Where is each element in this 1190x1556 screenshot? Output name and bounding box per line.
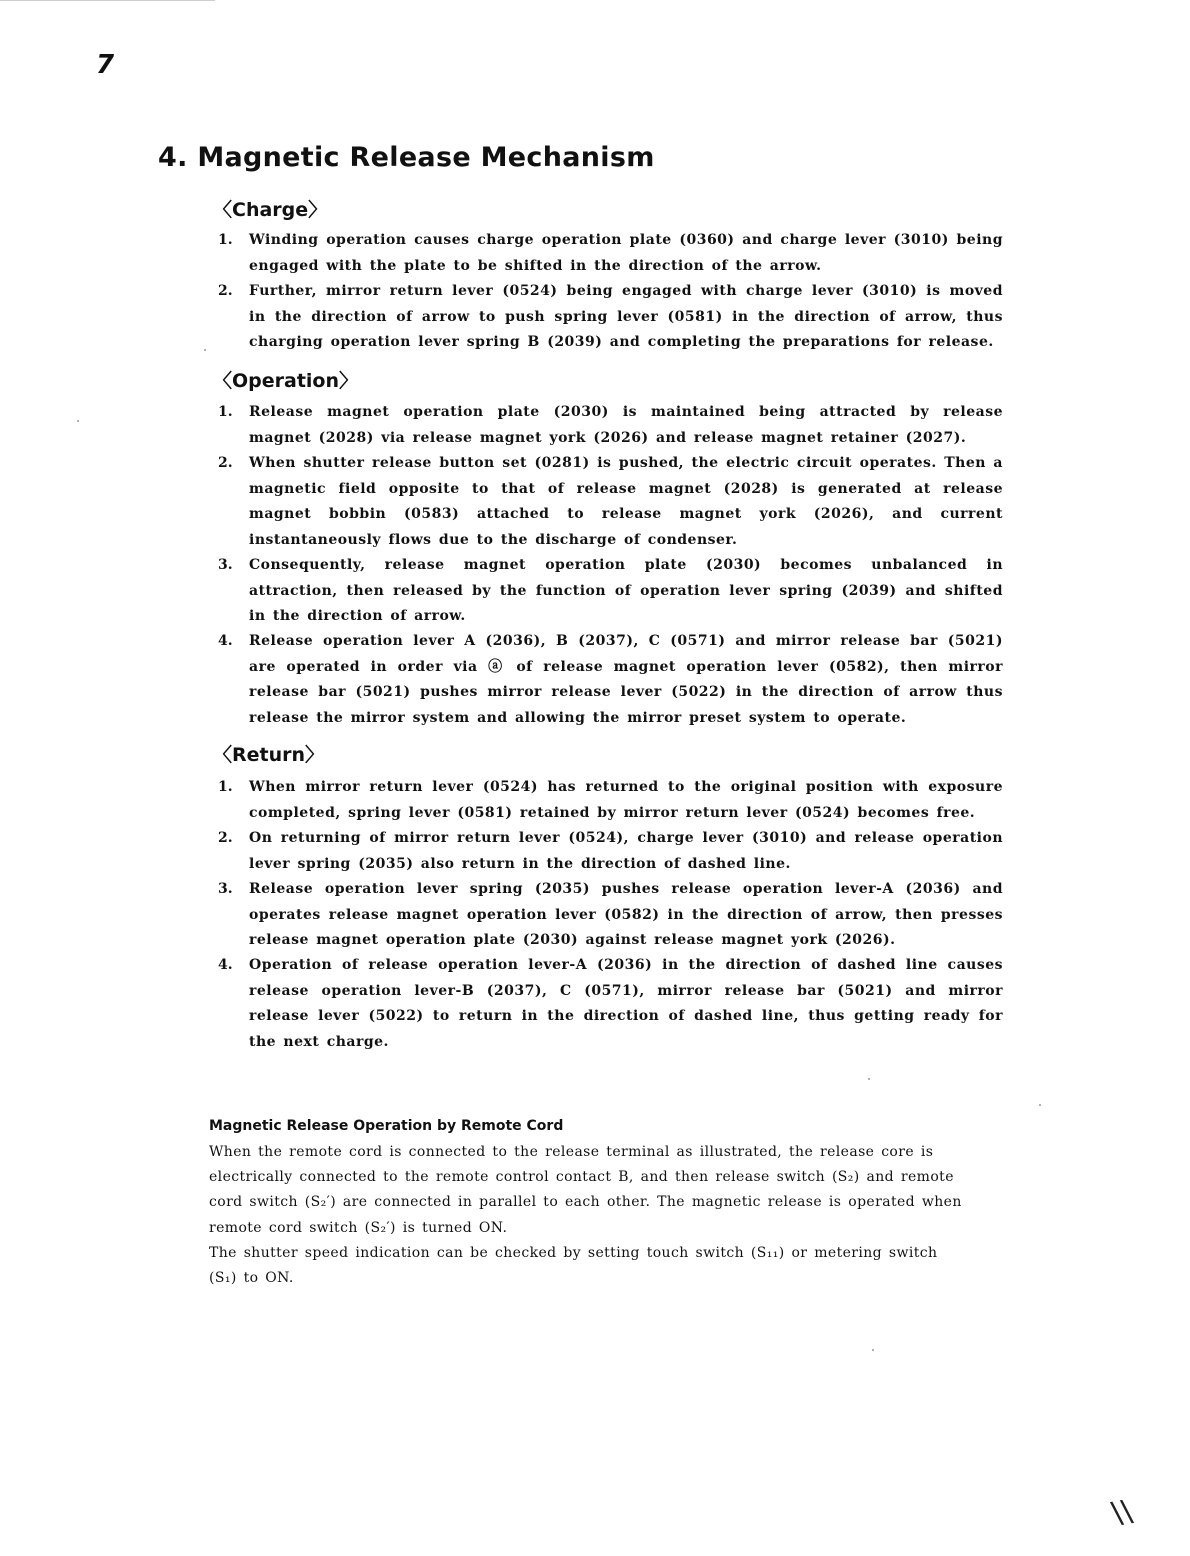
list-item: [218, 877, 1003, 954]
remote-section-body: [209, 1140, 969, 1291]
section-heading-charge: 〈Charge〉: [213, 199, 328, 221]
item-number: 1.: [218, 404, 233, 420]
list-item: [218, 775, 1003, 826]
section-heading-operation: 〈Operation〉: [213, 370, 359, 392]
item-number: 2.: [218, 830, 233, 846]
list-item: [218, 629, 1003, 731]
scan-speck: [204, 349, 206, 351]
list-item: [218, 228, 1003, 279]
handwritten-mark: \\: [1109, 1493, 1136, 1532]
remote-section-title: Magnetic Release Operation by Remote Cord: [209, 1118, 564, 1134]
page-title: 4. Magnetic Release Mechanism: [158, 142, 655, 173]
scan-speck: [77, 420, 79, 422]
item-number: 1.: [218, 232, 233, 248]
item-number: 2.: [218, 455, 233, 471]
scan-edge-line: [0, 0, 215, 1]
item-number: 4.: [218, 633, 233, 649]
item-number: 1.: [218, 779, 233, 795]
list-item: [218, 279, 1003, 356]
list-item: [218, 451, 1003, 553]
list-item: [218, 400, 1003, 451]
scan-speck: [872, 1349, 874, 1351]
remote-paragraph: When the remote cord is connected to the release terminal as illustrated, the release core is electrically connected to the remote control contact B, and then release switch (S₂) and remote cord switch (S₂′) are connected in parallel to each other. The magnetic release is operated when remote cord switch (S₂′) is turned ON.: [209, 1144, 962, 1236]
scan-speck: [868, 1078, 870, 1080]
item-text: Release operation lever A (2036), B (2037), C (0571) and mirror release bar (5021) are operated in order via ⓐ of release magnet operation lever (0582), then mirror release bar (5021) pushes mirror release lever (5022) in the direction of arrow thus release the mirror system and allowing the mirror preset system to operate.: [249, 633, 1003, 726]
section-heading-return: 〈Return〉: [213, 744, 325, 766]
item-text: On returning of mirror return lever (0524), charge lever (3010) and release operation lever spring (2035) also return in the direction of dashed line.: [249, 830, 1003, 872]
list-item: [218, 826, 1003, 877]
scan-speck: [1039, 1104, 1041, 1106]
item-text: When shutter release button set (0281) is pushed, the electric circuit operates. Then a magnetic field opposite to that of release magnet (2028) is generated at release magnet bobbin (0583) attached to release magnet york (2026), and current instantaneously flows due to the discharge of condenser.: [249, 455, 1003, 548]
item-number: 2.: [218, 283, 233, 299]
list-item: [218, 553, 1003, 630]
item-number: 4.: [218, 957, 233, 973]
item-text: Consequently, release magnet operation plate (2030) becomes unbalanced in attraction, then released by the function of operation lever spring (2039) and shifted in the direction of arrow.: [249, 557, 1003, 625]
item-text: When mirror return lever (0524) has returned to the original position with exposure completed, spring lever (0581) retained by mirror return lever (0524) becomes free.: [249, 779, 1003, 821]
item-text: Winding operation causes charge operation plate (0360) and charge lever (3010) being engaged with the plate to be shifted in the direction of the arrow.: [249, 232, 1003, 274]
item-text: Release magnet operation plate (2030) is maintained being attracted by release magnet (2028) via release magnet york (2026) and release magnet retainer (2027).: [249, 404, 1003, 446]
item-number: 3.: [218, 881, 233, 897]
remote-paragraph: The shutter speed indication can be checked by setting touch switch (S₁₁) or metering switch (S₁) to ON.: [209, 1244, 938, 1287]
item-text: Release operation lever spring (2035) pushes release operation lever-A (2036) and operates release magnet operation lever (0582) in the direction of arrow, then presses release magnet operation plate (2030) against release magnet york (2026).: [249, 881, 1003, 949]
list-item: [218, 953, 1003, 1055]
item-text: Operation of release operation lever-A (2036) in the direction of dashed line causes release operation lever-B (2037), C (0571), mirror release bar (5021) and mirror release lever (5022) to return in the direction of dashed line, thus getting ready for the next charge.: [249, 957, 1003, 1050]
item-text: Further, mirror return lever (0524) being engaged with charge lever (3010) is moved in the direction of arrow to push spring lever (0581) in the direction of arrow, thus charging operation lever spring B (2039) and completing the preparations for release.: [249, 283, 1003, 351]
page-number: 7: [96, 50, 115, 80]
item-number: 3.: [218, 557, 233, 573]
